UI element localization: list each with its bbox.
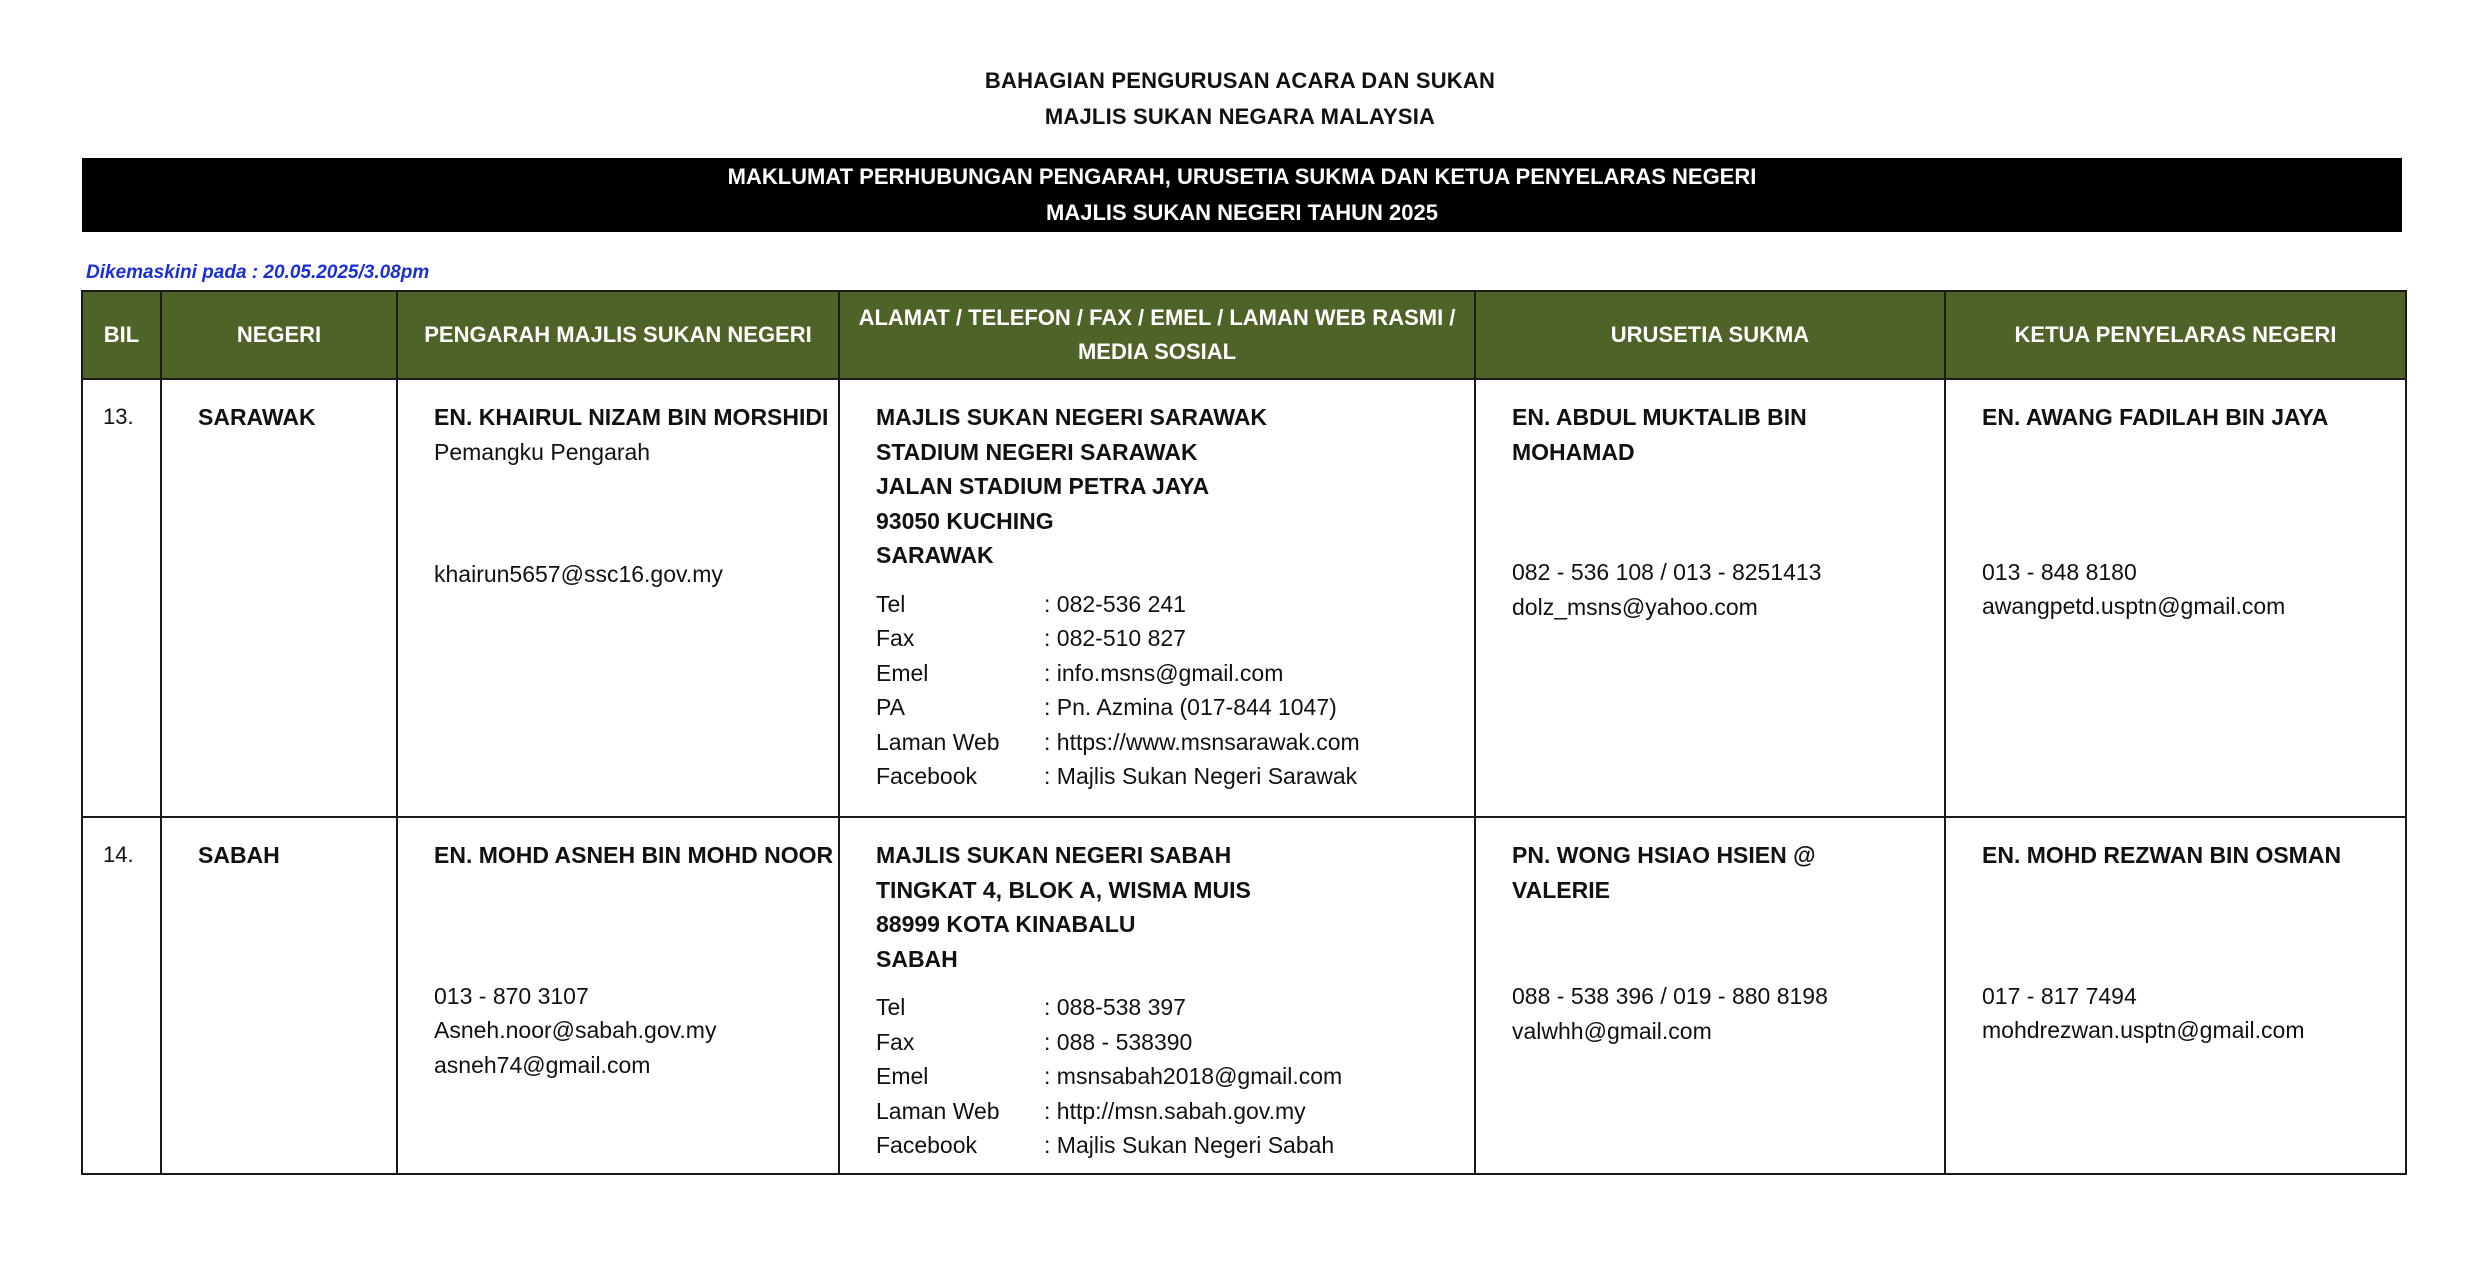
division-title: BAHAGIAN PENGURUSAN ACARA DAN SUKAN (984, 68, 1496, 93)
contact-tel (876, 990, 1474, 1025)
ketua-cell (1945, 817, 2406, 1174)
contact-fax (876, 1025, 1474, 1060)
coordinator-email[interactable]: mohdrezwan.usptn@gmail.com (1982, 1017, 2305, 1043)
pengarah-cell (397, 817, 839, 1174)
contact-label: Emel (876, 659, 929, 686)
contact-value[interactable]: : info.msns@gmail.com (1044, 659, 1284, 686)
address-line: SABAH (876, 945, 958, 972)
alamat-cell (839, 379, 1475, 817)
bil-cell (82, 817, 161, 1174)
negeri-cell (161, 817, 397, 1174)
urusetia-cell (1475, 379, 1945, 817)
contact-label: Facebook (876, 1132, 978, 1158)
address-line: MAJLIS SUKAN NEGERI SABAH (876, 842, 1232, 868)
director-name: EN. MOHD ASNEH BIN MOHD NOOR (434, 842, 834, 868)
contact-label: Fax (876, 625, 915, 651)
contact-label: PA (876, 694, 905, 720)
contact-value[interactable]: : msnsabah2018@gmail.com (1044, 1063, 1343, 1089)
address-line: 88999 KOTA KINABALU (876, 911, 1136, 937)
director-email[interactable]: khairun5657@ssc16.gov.my (434, 561, 723, 587)
address-line: 93050 KUCHING (876, 507, 1054, 534)
contact-label: Tel (876, 590, 906, 617)
coordinator-phone: 017 - 817 7494 (1982, 982, 2137, 1009)
row-number: 14. (103, 842, 134, 867)
organization-title: MAJLIS SUKAN NEGARA MALAYSIA (1044, 104, 1436, 129)
contact-value: : 082-536 241 (1044, 590, 1186, 617)
secretariat-email[interactable]: valwhh@gmail.com (1512, 1017, 1712, 1044)
contact-email (876, 656, 1474, 691)
table-row (82, 817, 2406, 1174)
contact-value[interactable]: : https://www.msnsarawak.com (1044, 728, 1360, 755)
pengarah-cell (397, 379, 839, 817)
director-email-alt[interactable]: asneh74@gmail.com (434, 1051, 651, 1078)
title-banner (82, 158, 2402, 232)
contact-table (81, 290, 2407, 1175)
state-name: SARAWAK (198, 404, 316, 430)
col-header-ketua: KETUA PENYELARAS NEGERI (1945, 291, 2406, 379)
coordinator-name: EN. AWANG FADILAH BIN JAYA (1982, 404, 2329, 430)
table-header-row (82, 291, 2406, 379)
banner-title: MAKLUMAT PERHUBUNGAN PENGARAH, URUSETIA SUKMA DAN KETUA PENYELARAS NEGERI (727, 164, 1757, 189)
director-name: EN. KHAIRUL NIZAM BIN MORSHIDI (434, 404, 829, 430)
director-phone: 013 - 870 3107 (434, 982, 589, 1009)
secretariat-name-cont: VALERIE (1512, 876, 1610, 903)
contact-label: Laman Web (876, 728, 1000, 755)
ketua-cell (1945, 379, 2406, 817)
banner-subtitle: MAJLIS SUKAN NEGERI TAHUN 2025 (1046, 200, 1438, 225)
secretariat-name-cont: MOHAMAD (1512, 438, 1635, 465)
coordinator-email[interactable]: awangpetd.usptn@gmail.com (1982, 593, 2286, 619)
director-email[interactable]: Asneh.noor@sabah.gov.my (434, 1017, 717, 1043)
address-line: SARAWAK (876, 542, 994, 568)
col-header-alamat-line1: ALAMAT / TELEFON / FAX / EMEL / LAMAN WEB RASMI / (858, 305, 1456, 330)
coordinator-phone: 013 - 848 8180 (1982, 558, 2137, 585)
col-header-alamat-line2: MEDIA SOSIAL (1077, 339, 1237, 364)
col-header-urusetia: URUSETIA SUKMA (1475, 291, 1945, 379)
col-header-pengarah: PENGARAH MAJLIS SUKAN NEGERI (397, 291, 839, 379)
contact-value: : Pn. Azmina (017-844 1047) (1044, 694, 1337, 720)
contact-pa (876, 690, 1474, 725)
contact-website (876, 1094, 1474, 1129)
updated-timestamp: Dikemaskini pada : 20.05.2025/3.08pm (86, 262, 430, 283)
contact-website (876, 725, 1474, 760)
contact-fax (876, 621, 1474, 656)
contact-facebook (876, 1128, 1474, 1163)
contact-value: : Majlis Sukan Negeri Sarawak (1044, 763, 1358, 789)
secretariat-name: PN. WONG HSIAO HSIEN @ (1512, 842, 1816, 868)
secretariat-phone: 082 - 536 108 / 013 - 8251413 (1512, 559, 1822, 585)
secretariat-phone: 088 - 538 396 / 019 - 880 8198 (1512, 983, 1828, 1009)
bil-cell (82, 379, 161, 817)
contact-label: Laman Web (876, 1097, 1000, 1124)
contact-label: Tel (876, 994, 906, 1020)
contact-label: Fax (876, 1028, 915, 1055)
contact-facebook (876, 759, 1474, 794)
row-number: 13. (103, 404, 134, 429)
secretariat-name: EN. ABDUL MUKTALIB BIN (1512, 404, 1807, 430)
urusetia-cell (1475, 817, 1945, 1174)
contact-value: : 082-510 827 (1044, 625, 1186, 651)
coordinator-name: EN. MOHD REZWAN BIN OSMAN (1982, 842, 2342, 868)
negeri-cell (161, 379, 397, 817)
contact-value: : 088-538 397 (1044, 994, 1186, 1020)
contact-value[interactable]: : http://msn.sabah.gov.my (1044, 1097, 1306, 1124)
contact-value: : 088 - 538390 (1044, 1028, 1193, 1055)
address-line: MAJLIS SUKAN NEGERI SARAWAK (876, 404, 1268, 430)
director-role: Pemangku Pengarah (434, 438, 651, 465)
alamat-cell (839, 817, 1475, 1174)
state-name: SABAH (198, 842, 280, 868)
secretariat-email[interactable]: dolz_msns@yahoo.com (1512, 593, 1758, 620)
col-header-bil: BIL (82, 291, 161, 379)
contact-email (876, 1059, 1474, 1094)
contact-tel (876, 587, 1474, 622)
table-row (82, 379, 2406, 817)
col-header-negeri: NEGERI (161, 291, 397, 379)
contact-label: Facebook (876, 763, 978, 789)
address-line: STADIUM NEGERI SARAWAK (876, 438, 1198, 465)
col-header-alamat (839, 291, 1475, 379)
address-line: TINGKAT 4, BLOK A, WISMA MUIS (876, 876, 1251, 903)
address-line: JALAN STADIUM PETRA JAYA (876, 473, 1210, 499)
contact-value: : Majlis Sukan Negeri Sabah (1044, 1132, 1335, 1158)
contact-label: Emel (876, 1063, 929, 1089)
